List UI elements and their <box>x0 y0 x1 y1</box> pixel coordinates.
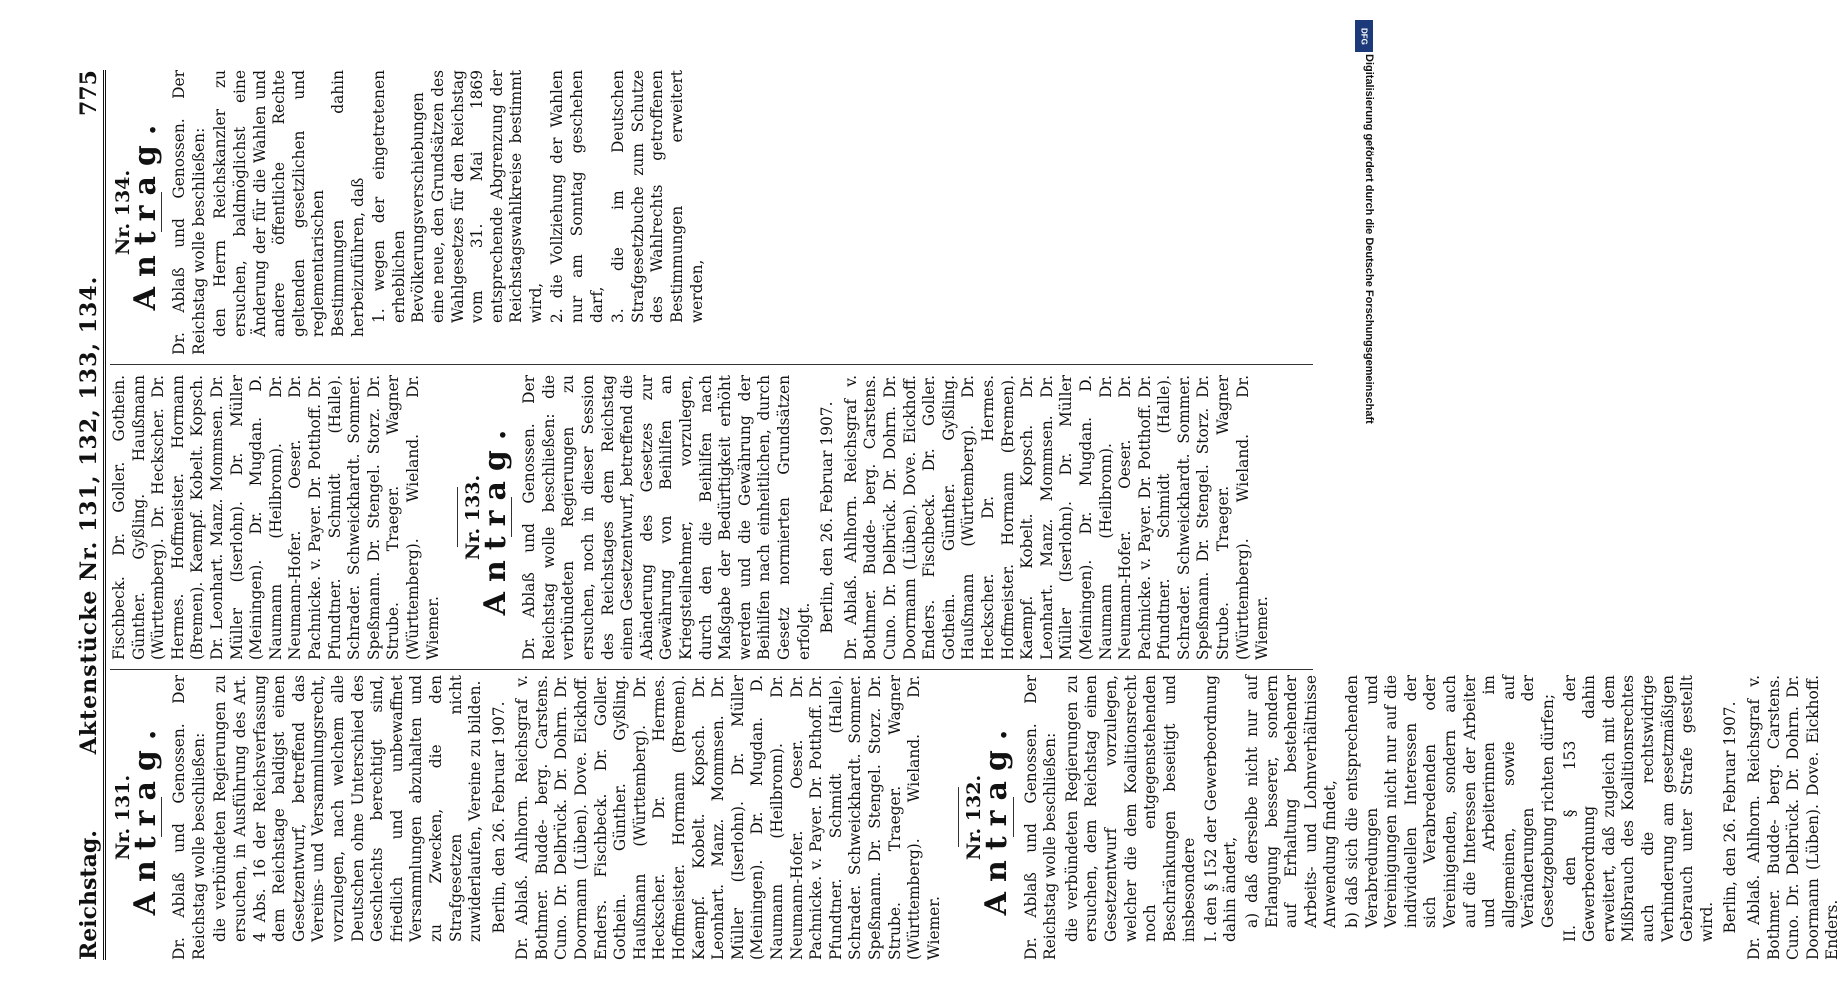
intro-131: Dr. Ablaß und Genossen. Der Reichstag wolle beschließen: <box>170 675 208 960</box>
heading-nr-134: Nr. 134. <box>112 169 134 256</box>
column-2 <box>110 375 1313 660</box>
item-a-132: a) daß derselbe nicht nur auf Erlangung besserer, sondern auf Erhaltung bestehender Arbeits- und Lohnverhältnisse Anwendung findet, <box>1243 675 1340 928</box>
item-3-134: 3. die im Deutschen Strafgesetzbuche zum Schutze des Wahlrechts getroffenen Bestimmungen erweitert werden, <box>609 70 706 323</box>
column-divider-2 <box>110 364 1313 365</box>
intro-132: Dr. Ablaß und Genossen. Der Reichstag wolle beschließen: <box>1021 675 1060 960</box>
signatories-133: Dr. Ablaß. Ahlhorn. Reichsgraf v. Bothmer. Budde- berg. Carstens. Cuno. Dr. Delbrück. Dr. Dohrn. Dr. Doormann (Lüben). Dove. Eickhoff. Enders. Fischbeck. Dr. Goller. Gothein. Günther. Gyßling. Haußmann (Württemberg). Dr. Heckscher. Dr. Hermes. Hoffmeister. Hormann (Bremen). Kaempf. Kobelt. Kopsch. Dr. Leonhart. Manz. Mommsen. Dr. Müller (Iserlohn). Dr. Müller (Meiningen). Dr. Mugdan. D. Naumann (Heilbronn). Dr. Neumann-Hofer. Oeser. Dr. Pachnicke. v. Payer. Dr. Potthoff. Dr. Pfundtner. Schmidt (Halle). Schrader. Schweickhardt. Sommer. Speßmann. Dr. Stengel. Storz. Dr. Strube. Traeger. Wagner (Württemberg). Wieland. Dr. Wiemer. <box>841 375 1272 660</box>
body-134: den Herrn Reichskanzler zu ersuchen, baldmöglichst eine Änderung der für die Wahlen und andere öffentliche Rechte geltenden gesetzlichen und reglementarischen Bestimmungen dahin herbeizuführen, daß <box>211 70 367 337</box>
header-left: Reichstag. <box>76 830 102 960</box>
title-antrag-133: Antrag. <box>477 419 513 616</box>
column-1 <box>110 675 1842 960</box>
header-center: Aktenstücke Nr. 131, 132, 133, 134. <box>76 275 102 755</box>
heading-nr-132: Nr. 132. <box>963 774 986 861</box>
signatories-132: Dr. Ablaß. Ahlhorn. Reichsgraf v. Bothmer. Budde- berg. Carstens. Cuno. Dr. Delbrück. Dr. Dohrn. Dr. Doormann (Lüben). Dove. Eickhoff. Enders. <box>1744 675 1842 960</box>
item-ii-132: II. den § 153 der Gewerbeordnung dahin erweitert, daß zugleich mit dem Mißbrauch des Koalitionsrechtes auch die rechtswidrige Verhinderung am gesetzmäßigen Gebrauch unter Strafe gestellt wird. <box>1560 675 1716 942</box>
title-antrag-134: Antrag. <box>127 114 163 311</box>
column-3 <box>110 70 1313 355</box>
credit-text: Digitalisierung gefördert durch die Deutsche Forschungsgemeinschaft <box>1363 54 1375 424</box>
signatories-131: Dr. Ablaß. Ahlhorn. Reichsgraf v. Bothmer. Budde- berg. Carstens. Cuno. Dr. Delbrück. Dr. Dohrn. Dr. Doormann (Lüben). Dove. Eickhoff. Enders. Fischbeck. Dr. Goller. Gothein. Günther. Gyßling. Haußmann (Württemberg). Dr. Heckscher. Dr. Hermes. Hoffmeister. Hormann (Bremen). Kaempf. Kobelt. Kopsch. Dr. Leonhart. Manz. Mommsen. Dr. Müller (Iserlohn). Dr. Müller (Meiningen). Dr. Mugdan. D. Naumann (Heilbronn). Dr. Neumann-Hofer. Oeser. Dr. Pachnicke. v. Payer. Dr. Potthoff. Dr. Pfundtner. Schmidt (Halle). Schrader. Schweickhardt. Sommer. Speßmann. Dr. Stengel. Storz. Dr. Strube. Traeger. Wagner (Württemberg). Wieland. Dr. Wiemer. <box>513 675 943 960</box>
header-rule <box>103 70 106 960</box>
item-i-132: I. den § 152 der Gewerbeordnung dahin ändert, <box>1201 675 1240 942</box>
body-133: Dr. Ablaß und Genossen. Der Reichstag wolle beschließen: die verbündeten Regierungen zu ersuchen, noch in dieser Session des Reichstages dem Reichstag einen Gesetzentwurf, betreffend die Abänderung des Gesetzes zur Gewährung von Beihilfen an Kriegsteilnehmer, vorzulegen, durch den die Beihilfen nach Maßgabe der Bedürftigkeit erhöht werden und die Gewährung der Beihilfen nach einheitlichen, durch Gesetz normierten Grundsätzen erfolgt. <box>520 375 813 660</box>
title-antrag-132: Antrag. <box>978 719 1014 916</box>
column-divider-1 <box>110 669 1313 670</box>
date-132: Berlin, den 26. Februar 1907. <box>1721 701 1740 934</box>
page-number: 775 <box>76 70 102 116</box>
date-131: Berlin, den 26. Februar 1907. <box>489 701 508 934</box>
dfg-logo: DFG <box>1355 20 1373 52</box>
heading-nr-131: Nr. 131. <box>112 774 134 861</box>
heading-nr-133: Nr. 133. <box>462 474 485 561</box>
signatories-132-continued: Fischbeck. Dr. Goller. Gothein. Günther. Gyßling. Haußmann (Württemberg). Dr. Heckscher. Dr. Hermes. Hoffmeister. Hormann (Bremen). Kaempf. Kobelt. Kopsch. Dr. Leonhart. Manz. Mommsen. Dr. Müller (Iserlohn). Dr. Müller (Meiningen). Dr. Mugdan. D. Naumann (Heilbronn). Dr. Neumann-Hofer. Oeser. Dr. Pachnicke. v. Payer. Dr. Potthoff. Dr. Pfundtner. Schmidt (Halle). Schrader. Schweickhardt. Sommer. Speßmann. Dr. Stengel. Storz. Dr. Strube. Traeger. Wagner (Württemberg). Wieland. Dr. Wiemer. <box>110 375 442 660</box>
date-133: Berlin, den 26. Februar 1907. <box>818 401 837 634</box>
title-antrag-131: Antrag. <box>127 719 163 916</box>
body-131: die verbündeten Regierungen zu ersuchen, in Ausführung des Art. 4 Abs. 16 der Reichsverfassung dem Reichstage baldigst einen Gesetzentwurf, betreffend das Vereins- und Versammlungsrecht, vorzulegen, nach welchem alle Deutschen ohne Unterschied des Geschlechts berechtigt sind, friedlich und unbewaffnet Versammlungen abzuhalten und zu Zwecken, die den Strafgesetzen nicht zuwiderlaufen, Vereine zu bilden. <box>211 675 485 942</box>
intro-134: Dr. Ablaß und Genossen. Der Reichstag wolle beschließen: <box>170 70 208 355</box>
side-credit <box>1353 14 1377 974</box>
item-b-132: b) daß sich die entsprechenden Verabredungen und Vereinigungen nicht nur auf die individuellen Interessen der sich Verabredenden oder Vereinigenden, sondern auch auf die Interessen der Arbeiter und Arbeiterinnen im allgemeinen, sowie auf Veränderungen der Gesetzgebung richten dürfen; <box>1343 675 1557 928</box>
section-separator <box>958 788 959 848</box>
section-separator <box>457 488 458 548</box>
item-1-134: 1. wegen der eingetretenen erheblichen Bevölkerungsverschiebungen eine neue, den Grundsätzen des Wahlgesetzes für den Reichstag vom 31. Mai 1869 entsprechende Abgrenzung der Reichstagswahlkreise bestimmt wird, <box>370 70 545 323</box>
item-2-134: 2. die Vollziehung der Wahlen nur am Sonntag geschehen darf, <box>548 70 606 323</box>
body-132: die verbündeten Regierungen zu ersuchen, dem Reichstag einen Gesetzentwurf vorzulegen, welcher die dem Koalitionsrecht noch entgegenstehenden Beschränkungen beseitigt und insbesondere <box>1062 675 1199 942</box>
